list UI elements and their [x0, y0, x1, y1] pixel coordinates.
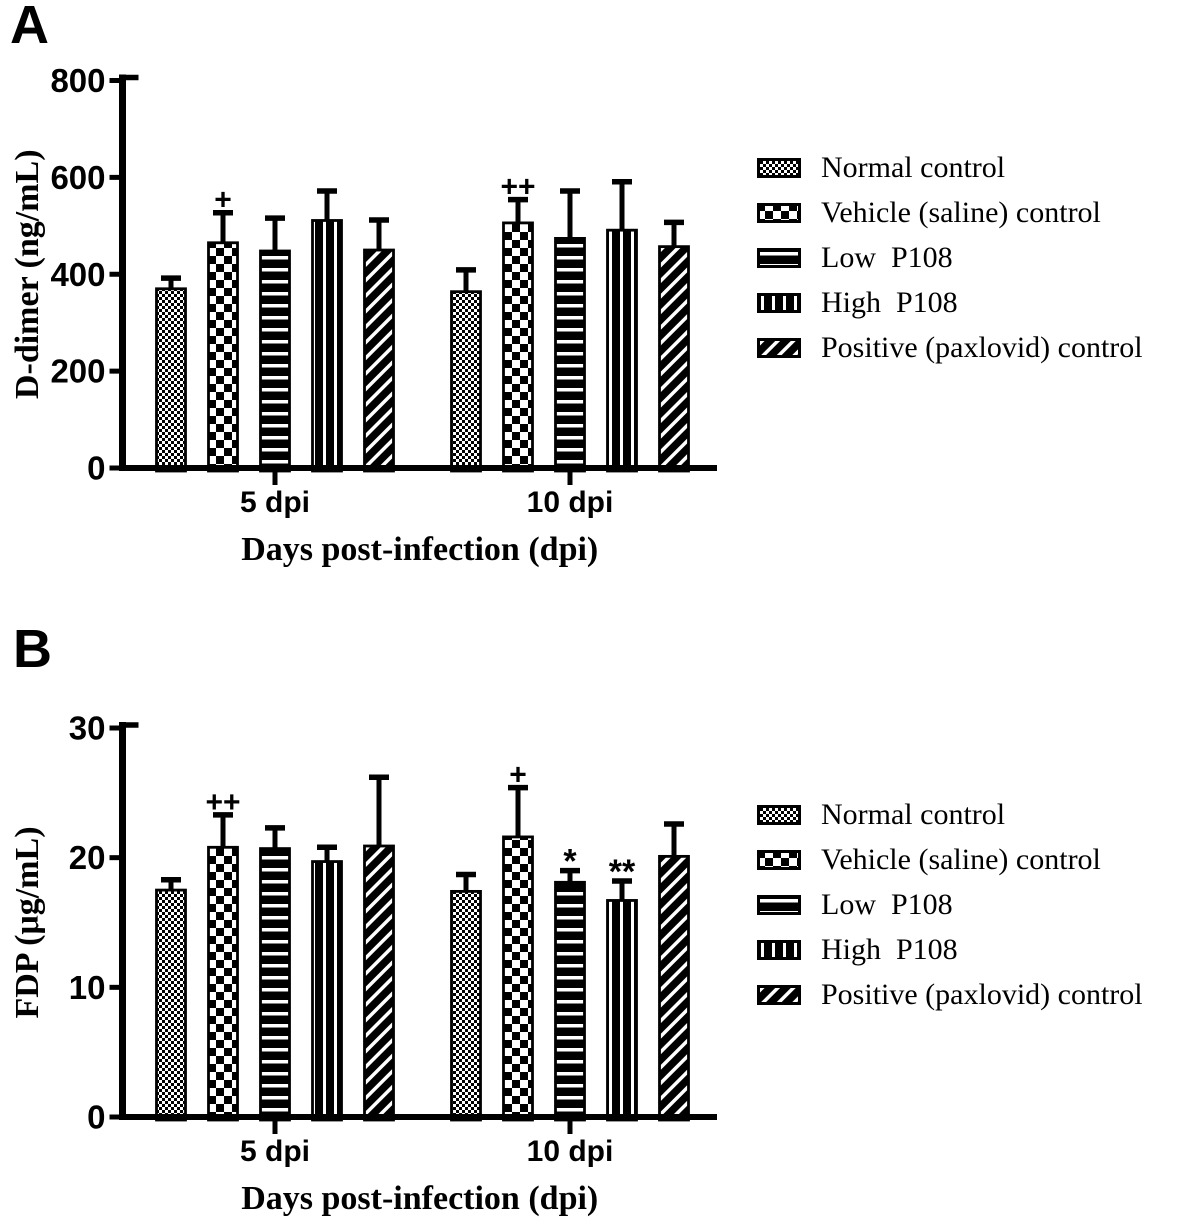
legend-item [757, 151, 1143, 184]
x-category-label: 5 dpi [239, 486, 311, 519]
panel-b-legend [757, 798, 1143, 1030]
legend-label: Low P108 [821, 241, 953, 274]
legend-item [757, 843, 1143, 876]
y-tick-label: 400 [50, 255, 106, 293]
legend-swatch-fine-checker [757, 158, 801, 178]
significance-marker: + [509, 758, 527, 792]
bar-B-5dpi-0 [157, 880, 186, 1120]
legend-label: Low P108 [821, 888, 953, 921]
panel-a-legend [757, 151, 1143, 383]
significance-marker: * [563, 842, 577, 881]
legend-swatch-h-lines [757, 248, 801, 268]
y-tick-label: 800 [50, 62, 106, 99]
y-tick-label: 0 [87, 1098, 106, 1136]
y-tick-label: 600 [50, 158, 106, 196]
significance-marker: ** [608, 853, 636, 892]
legend-label: Normal control [821, 798, 1006, 831]
legend-label: Vehicle (saline) control [821, 196, 1101, 229]
bar-B-10dpi-3 [608, 853, 637, 1120]
y-axis-title: D-dimer (ng/mL) [9, 149, 46, 400]
x-category-label: 5 dpi [239, 1135, 311, 1168]
bar-A-10dpi-0 [452, 270, 481, 471]
legend-item [757, 888, 1143, 921]
legend-item [757, 286, 1143, 319]
x-axis-title: Days post-infection (dpi) [241, 1180, 599, 1217]
x-category-label: 10 dpi [526, 486, 614, 519]
bar-B-5dpi-1 [205, 786, 240, 1120]
bar-A-5dpi-2 [261, 218, 290, 471]
bar-B-5dpi-2 [261, 828, 290, 1120]
x-category-label: 10 dpi [526, 1135, 614, 1168]
bar-A-10dpi-4 [660, 222, 689, 471]
y-tick-label: 200 [50, 352, 106, 390]
bar-B-5dpi-4 [365, 777, 394, 1120]
y-tick-label: 10 [68, 968, 106, 1006]
bar-A-10dpi-2 [556, 191, 585, 471]
legend-label: High P108 [821, 286, 958, 319]
legend-swatch-coarse-checker [757, 203, 801, 223]
y-axis-title: FDP (μg/mL) [9, 826, 46, 1019]
legend-label: Positive (paxlovid) control [821, 331, 1143, 364]
panel-b-letter: B [13, 619, 52, 679]
bar-A-10dpi-3 [608, 182, 637, 471]
legend-swatch-diagonal [757, 338, 801, 358]
bar-B-10dpi-4 [660, 824, 689, 1120]
panel-a-chart [0, 0, 740, 600]
legend-swatch-v-lines [757, 293, 801, 313]
legend-label: Normal control [821, 151, 1006, 184]
legend-swatch-diagonal [757, 985, 801, 1005]
significance-marker: + [214, 183, 232, 217]
significance-marker: ++ [500, 170, 536, 204]
bar-A-10dpi-1 [500, 171, 535, 471]
legend-item [757, 978, 1143, 1011]
legend-item [757, 933, 1143, 966]
panel-b-chart [0, 600, 740, 1224]
bar-B-10dpi-0 [452, 875, 481, 1120]
significance-marker: ++ [205, 785, 241, 819]
legend-swatch-h-lines [757, 895, 801, 915]
y-tick-label: 20 [68, 839, 106, 877]
bar-B-10dpi-1 [504, 759, 533, 1120]
bar-A-5dpi-1 [209, 184, 238, 471]
bar-A-5dpi-0 [157, 278, 186, 471]
legend-label: Positive (paxlovid) control [821, 978, 1143, 1011]
legend-label: High P108 [821, 933, 958, 966]
y-tick-label: 0 [87, 449, 106, 487]
x-axis-title: Days post-infection (dpi) [241, 531, 599, 568]
bar-B-5dpi-3 [313, 847, 342, 1120]
legend-item [757, 798, 1143, 831]
bar-B-10dpi-2 [556, 843, 585, 1120]
bar-A-5dpi-3 [313, 191, 342, 471]
y-tick-label: 30 [68, 709, 106, 747]
panel-a-letter: A [10, 0, 49, 55]
legend-swatch-coarse-checker [757, 850, 801, 870]
legend-item [757, 241, 1143, 274]
bar-A-5dpi-4 [365, 220, 394, 471]
legend-swatch-fine-checker [757, 805, 801, 825]
legend-label: Vehicle (saline) control [821, 843, 1101, 876]
legend-item [757, 331, 1143, 364]
legend-item [757, 196, 1143, 229]
legend-swatch-v-lines [757, 940, 801, 960]
